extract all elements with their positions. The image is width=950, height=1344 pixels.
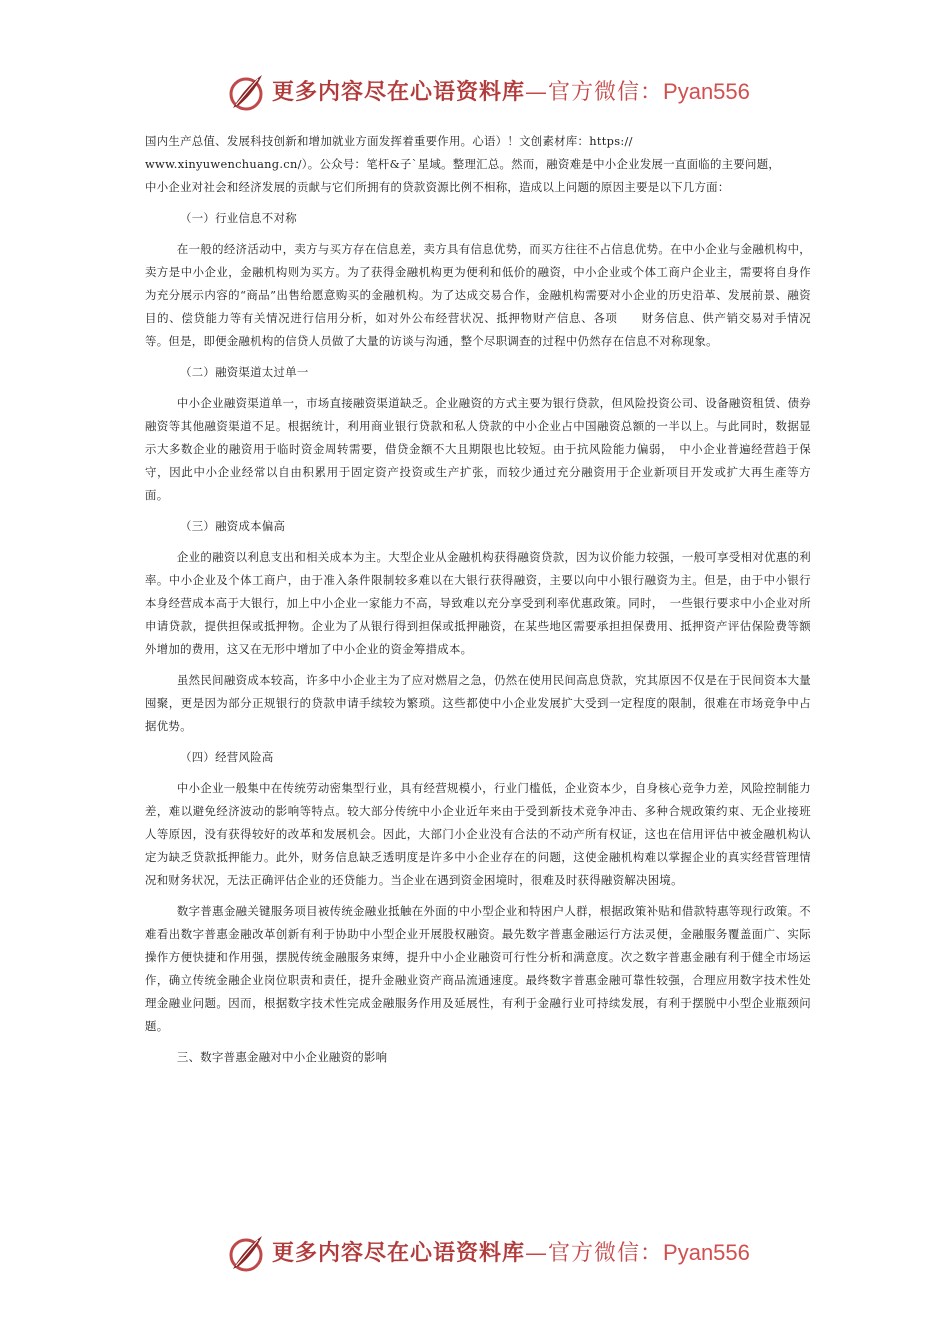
banner-wechat-id: Pyan556 — [663, 1240, 750, 1265]
banner-wechat-id: Pyan556 — [663, 79, 750, 104]
intro-line-3: 中小企业对社会和经济发展的贡献与它们所拥有的贷款资源比例不相称，造成以上问题的原因主要是以下几方面： — [145, 180, 730, 194]
banner-text — [272, 76, 750, 108]
section-heading-2: （二）融资渠道太过单一 — [180, 365, 309, 379]
banner-title: 更多内容尽在心语资料库 — [272, 79, 526, 105]
document-body — [145, 130, 811, 1069]
banner-separator: —官方微信： — [525, 1241, 664, 1266]
intro-line-1: 国内生产总值、发展科技创新和增加就业方面发挥着重要作用。心语）！文创素材库：https:// — [145, 134, 633, 148]
paragraph: 企业的融资以利息支出和相关成本为主。大型企业从金融机构获得融资贷款，因为议价能力较强，一般可享受相对优惠的利率。中小企业及个体工商户，由于准入条件限制较多难以在大银行获得融资，主要以向中小银行融资为主。但是，由于中小银行本身经营成本高于大银行，加上中小企业一家能力不高，导致难以充分享受到利率优惠政策。同时， 一些银行要求中小企业对所申请贷款，提供担保或抵押物。企业为了从银行得到担保或抵押融资，在某些地区需要承担担保费用、抵押资产评估保险费等额外增加的费用，这又在无形中增加了中小企业的资金筹措成本。 — [145, 550, 811, 656]
paragraph: 在一般的经济活动中，卖方与买方存在信息差，卖方具有信息优势，而买方往往不占信息优势。在中小企业与金融机构中，卖方是中小企业，金融机构则为买方。为了获得金融机构更为便利和低价的融资，中小企业或个体工商户企业主，需要将自身作为充分展示内容的“商品”出售给愿意购买的金融机构。为了达成交易合作，金融机构需要对小企业的历史沿革、发展前景、融资目的、偿贷能力等有关情况进行信用分析，如对外公布经营状况、抵押物财产信息、各项 财务信息、供产销交易对手情况等。但是，即便金融机构的信贷人员做了大量的访谈与沟通，整个尽职调查的过程中仍然存在信息不对称现象。 — [145, 242, 811, 348]
paragraph: 中小企业一般集中在传统劳动密集型行业，具有经营规模小，行业门槛低，企业资本少，自身核心竞争力差，风险控制能力差，难以避免经济波动的影响等特点。较大部分传统中小企业近年来由于受到新技术竞争冲击、多种合规政策约束、无企业接班人等原因，没有获得较好的改革和发展机会。因此，大部门小企业没有合法的不动产所有权证，这也在信用评估中被金融机构认定为缺乏贷款抵押能力。此外，财务信息缺乏透明度是许多中小企业存在的问题，这使金融机构难以掌握企业的真实经营管理情况和财务状况，无法正确评估企业的还贷能力。当企业在遇到资金困境时，很难及时获得融资解决困境。 — [145, 781, 811, 887]
section-heading-4: （四）经营风险高 — [180, 750, 274, 764]
feather-logo-icon — [224, 70, 268, 114]
banner-separator: —官方微信： — [525, 80, 664, 105]
paragraph: 数字普惠金融关键服务项目被传统金融业抵触在外面的中小型企业和特困户人群，根据政策补贴和借款特惠等现行政策。不难看出数字普惠金融改革创新有利于协助中小型企业开展股权融资。最先数字普惠金融运行方法灵便，金融服务覆盖面广、实际操作方便快捷和作用强，摆脱传统金融服务束缚，提升中小企业融资可行性分析和满意度。次之数字普惠金融有利于健全市场运作，确立传统金融企业岗位职责和责任，提升金融业资产商品流通速度。最终数字普惠金融可靠性较强，合理应用数字技术性处理金融业问题。因而，根据数字技术性完成金融服务作用及延展性，有利于金融行业可持续发展，有利于摆脱中小型企业瓶颈问题。 — [145, 904, 811, 1033]
intro-line-2: www.xinyuwenchuang.cn/）。公众号：笔杆&子`星域。整理汇总。然而，融资难是中小企业发展一直面临的主要问题， — [145, 157, 781, 171]
section-heading-1: （一）行业信息不对称 — [180, 211, 297, 225]
paragraph: 中小企业融资渠道单一，市场直接融资渠道缺乏。企业融资的方式主要为银行贷款，但风险投资公司、设备融资租赁、债券融资等其他融资渠道不足。根据统计，利用商业银行贷款和私人贷款的中小企业占中国融资总额的一半以上。与此同时，数据显示大多数企业的融资用于临时资金周转需要，借贷金额不大且期限也比较短。由于抗风险能力偏弱， 中小企业普遍经营趋于保守，因此中小企业经常以自由积累用于固定资产投资或生产扩张，而较少通过充分融资用于企业新项目开发或扩大再生產等方面。 — [145, 396, 811, 502]
header-banner — [0, 66, 950, 116]
section-heading-3: （三）融资成本偏高 — [180, 519, 286, 533]
banner-title: 更多内容尽在心语资料库 — [272, 1240, 526, 1266]
chapter-heading: 三、数字普惠金融对中小企业融资的影响 — [176, 1050, 388, 1064]
banner-text — [272, 1237, 750, 1269]
footer-banner — [0, 1227, 950, 1277]
paragraph: 虽然民间融资成本较高，许多中小企业主为了应对燃眉之急，仍然在使用民间高息贷款，究其原因不仅是在于民间资本大量囤聚，更是因为部分正规银行的贷款申请手续较为繁琐。这些都使中小企业发展扩大受到一定程度的限制，很难在市场竞争中占据优势。 — [145, 673, 811, 733]
feather-logo-icon — [224, 1231, 268, 1275]
